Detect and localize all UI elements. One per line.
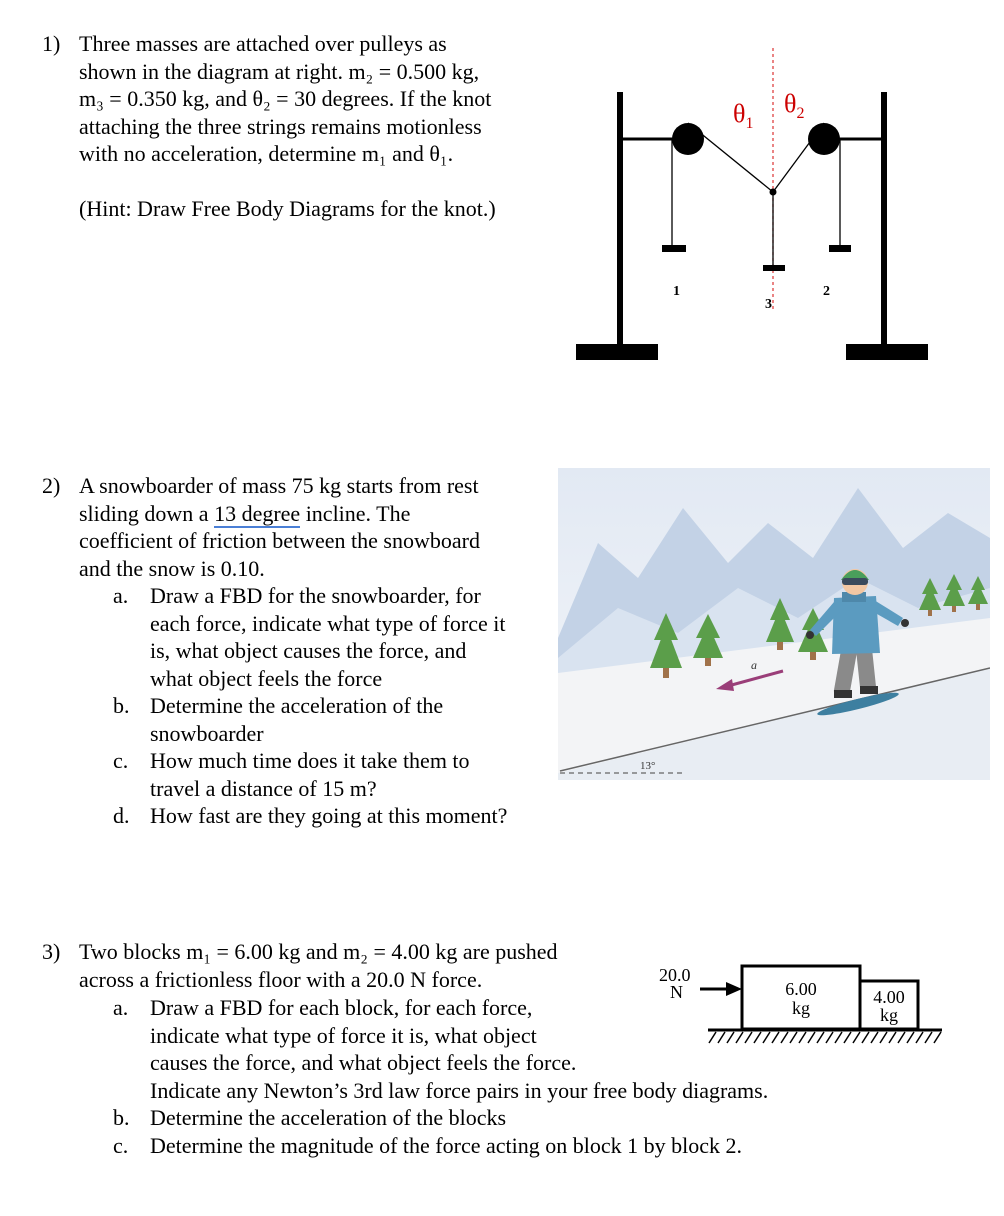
string-left-to-knot xyxy=(688,123,773,192)
hatch-mark xyxy=(826,1032,833,1043)
hatch-mark xyxy=(862,1032,869,1043)
mass-1 xyxy=(662,245,686,252)
mass-1-label: 1 xyxy=(673,284,680,299)
hatch-mark xyxy=(907,1032,914,1043)
problem-2-line: and the snow is 0.10. xyxy=(79,555,265,581)
incline-angle-text: 13 degree xyxy=(214,500,301,526)
mass-3-label: 3 xyxy=(765,297,772,312)
hatch-mark xyxy=(817,1032,824,1043)
hatch-mark xyxy=(718,1032,725,1043)
hatch-mark xyxy=(772,1032,779,1043)
blocks-diagram xyxy=(650,955,950,1050)
hatch-mark xyxy=(790,1032,797,1043)
newton-third-law-line: Indicate any Newton’s 3rd law force pairs in your free body diagrams. xyxy=(150,1077,769,1103)
force-unit-label: N xyxy=(670,982,683,1002)
hatch-mark xyxy=(799,1032,806,1043)
hatch-mark xyxy=(808,1032,815,1043)
theta-2-label: $\theta_2$ xyxy=(784,89,805,122)
hatch-mark xyxy=(745,1032,752,1043)
mass-2 xyxy=(829,245,851,252)
hatch-mark xyxy=(880,1032,887,1043)
hatch-mark xyxy=(835,1032,842,1043)
problem-2: 2) A snowboarder of mass 75 kg starts from rest sliding down a 13 degree incline. The coefficient of friction between the snowboard and the snow is 0.10. a. Draw a FBD for the snowboarder, for each force, indicate what type of force it is, what object causes the force, and what object feels the force b. Determine the acceleration of the snowboarder c. How much time does it take them to travel a distance of 15 m? d. How fast are they going at this moment? xyxy=(42,473,508,828)
mass-2-label: 2 xyxy=(823,284,830,299)
left-stand-base xyxy=(576,344,658,360)
problem-2-statement xyxy=(79,472,480,582)
problem-3-line: Two blocks m₁ = 6.00 kg and m₂ = 4.00 kg are pushed xyxy=(79,939,558,964)
force-value-label: 20.0 xyxy=(659,965,691,985)
angle-label: 13° xyxy=(640,760,656,772)
hatch-mark xyxy=(934,1032,941,1043)
block-1-mass: 6.00 xyxy=(785,979,817,999)
acceleration-label: a xyxy=(751,658,757,672)
hatch-mark xyxy=(853,1032,860,1043)
hatch-mark xyxy=(889,1032,896,1043)
applied-force-arrowhead xyxy=(726,982,742,996)
problem-2-line: A snowboarder of mass 75 kg starts from rest xyxy=(79,473,479,498)
hatch-mark xyxy=(754,1032,761,1043)
hatch-mark xyxy=(709,1032,716,1043)
hatch-mark xyxy=(898,1032,905,1043)
block-2-mass: 4.00 xyxy=(873,987,905,1007)
problem-1-line: Three masses are attached over pulleys as xyxy=(79,31,447,56)
floor-hatching xyxy=(709,1032,941,1043)
pulley-diagram xyxy=(570,40,940,370)
hatch-mark xyxy=(916,1032,923,1043)
hatch-mark xyxy=(727,1032,734,1043)
problem-3: 3) Two blocks m₁ = 6.00 kg and m₂ = 4.00 kg are pushed across a frictionless floor with a 20.0 N force. a. Draw a FBD for each block, for each force, indicate what type of force it is, what object causes the force, and what object feels the force. Indicate any Newton’s 3rd law force pairs in your free body diagrams. b. Determine the acceleration of the blocks c. Determine the magnitude of the force acting on block 1 by block 2. xyxy=(42,939,769,1158)
hatch-mark xyxy=(736,1032,743,1043)
problem-1-hint: (Hint: Draw Free Body Diagrams for the knot.) xyxy=(79,195,496,221)
hatch-mark xyxy=(871,1032,878,1043)
hatch-mark xyxy=(925,1032,932,1043)
problem-3-statement xyxy=(79,938,558,993)
problem-2-line: coefficient of friction between the snowboard xyxy=(79,528,480,553)
problem-2-number: 2) xyxy=(42,473,61,498)
problem-2-line: sliding down a 13 degree incline. The xyxy=(79,500,411,526)
problem-1 xyxy=(42,30,562,230)
block-1-unit: kg xyxy=(792,998,810,1018)
right-stand-pole xyxy=(881,92,887,354)
problem-3-number: 3) xyxy=(42,939,61,964)
hatch-mark xyxy=(844,1032,851,1043)
left-stand-pole xyxy=(617,92,623,354)
left-pulley xyxy=(672,123,704,155)
theta-1-label: $\theta_1$ xyxy=(733,99,754,132)
problem-1-statement xyxy=(79,30,496,222)
problem-1-line: m₃ = 0.350 kg, and θ₂ = 30 degrees. If the knot xyxy=(79,86,492,111)
string-right-to-knot xyxy=(773,123,824,192)
problem-1-number: 1) xyxy=(42,31,61,56)
hatch-mark xyxy=(781,1032,788,1043)
mass-3 xyxy=(763,265,785,271)
block-2-unit: kg xyxy=(880,1005,898,1025)
problem-1-line: shown in the diagram at right. m₂ = 0.500 kg, xyxy=(79,58,480,84)
hatch-mark xyxy=(763,1032,770,1043)
problem-1-line: with no acceleration, determine m₁ and θ₁. xyxy=(79,141,454,166)
snowboarder-illustration xyxy=(558,468,990,788)
problem-1-line: attaching the three strings remains motionless xyxy=(79,113,482,139)
right-stand-base xyxy=(846,344,928,360)
problem-3-line: across a frictionless floor with a 20.0 N force. xyxy=(79,966,483,992)
